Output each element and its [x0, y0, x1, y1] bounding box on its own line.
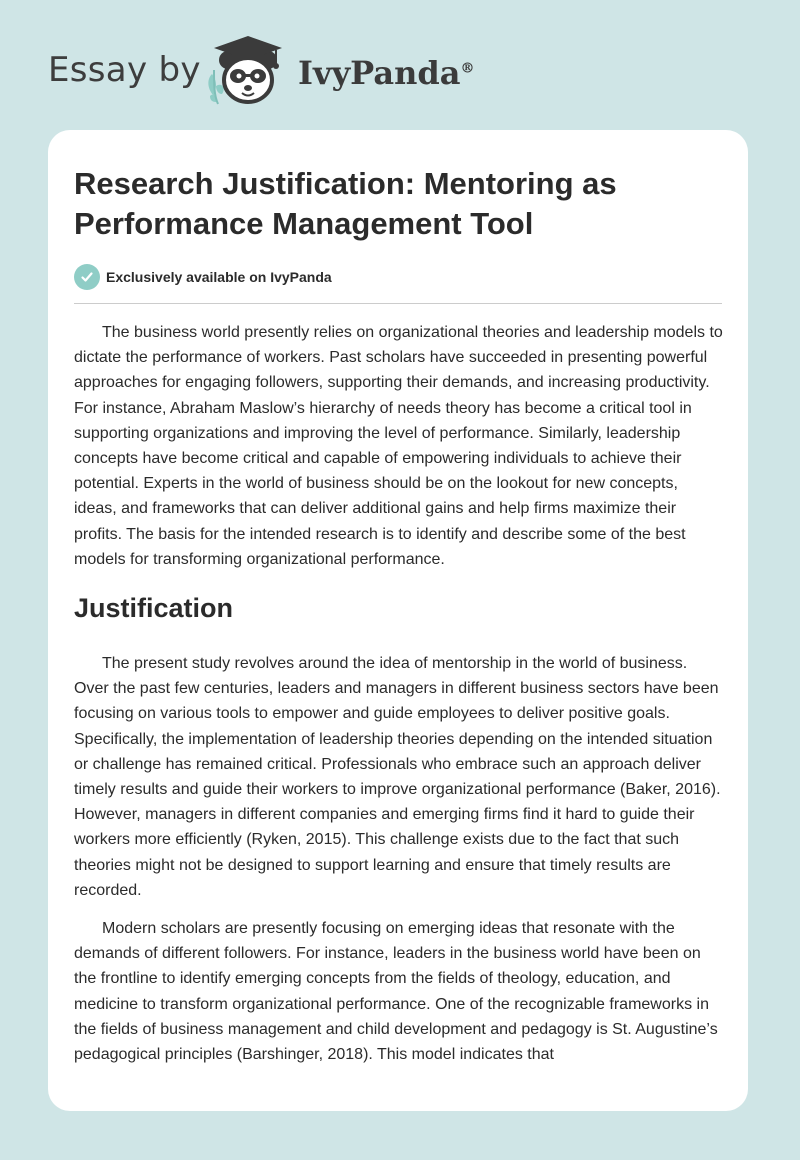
- title-divider: [74, 303, 722, 304]
- body-paragraph: Modern scholars are presently focusing on emerging ideas that resonate with the demands of different followers. For instance, leaders in the business world have been on the frontline to identify emerging concepts from the fields of theology, education, and medicine to transform organizational performance. One of the recognizable frameworks in the fields of business management and child development and pedagogy is St. Augustine’s pedagogical principles (Barshinger, 2018). This model indicates that: [74, 920, 718, 1064]
- article-body: [74, 320, 724, 1067]
- registered-mark: ®: [460, 60, 475, 77]
- body-paragraph: The present study revolves around the idea of mentorship in the world of business. Over the past few centuries, leaders and managers in different business sectors have been focusing on various tools to empower and guide employees to deliver positive goals. Specifically, the implementation of leadership theories depending on the intended situation or challenge has remained critical. Professionals who embrace such an approach deliver timely results and guide their workers to improve organizational performance (Baker, 2016). However, managers in different companies and emerging firms find it hard to guide their workers more efficiently (Ryken, 2015). This challenge exists due to the fact that such theories might not be designed to support learning and ensure that timely results are recorded.: [74, 655, 721, 899]
- exclusive-badge: [74, 264, 332, 290]
- checkmark-icon: [74, 264, 100, 290]
- section-heading: Justification: [74, 593, 234, 624]
- site-header: [0, 0, 800, 130]
- brand-wordmark[interactable]: [298, 54, 474, 92]
- essay-by-label: Essay by: [48, 50, 201, 90]
- panda-logo-icon[interactable]: [198, 30, 290, 110]
- exclusive-label: Exclusively available on IvyPanda: [106, 269, 332, 285]
- essay-card: [48, 130, 748, 1111]
- intro-paragraph: The business world presently relies on organizational theories and leadership models to dictate the performance of workers. Past scholars have succeeded in presenting powerful approaches for engaging followers, supporting their demands, and increasing productivity. For instance, Abraham Maslow’s hierarchy of needs theory has become a critical tool in supporting organizations and improving the level of performance. Similarly, leadership concepts have become critical and capable of empowering individuals to achieve their potential. Experts in the world of business should be on the lookout for new concepts, ideas, and frameworks that can deliver additional gains and help firms maximize their profits. The basis for the intended research is to identify and describe some of the best models for transforming organizational performance.: [74, 324, 723, 568]
- brand-name: IvyPanda: [298, 54, 461, 92]
- page-title: Research Justification: Mentoring as Performance Management Tool: [74, 166, 617, 241]
